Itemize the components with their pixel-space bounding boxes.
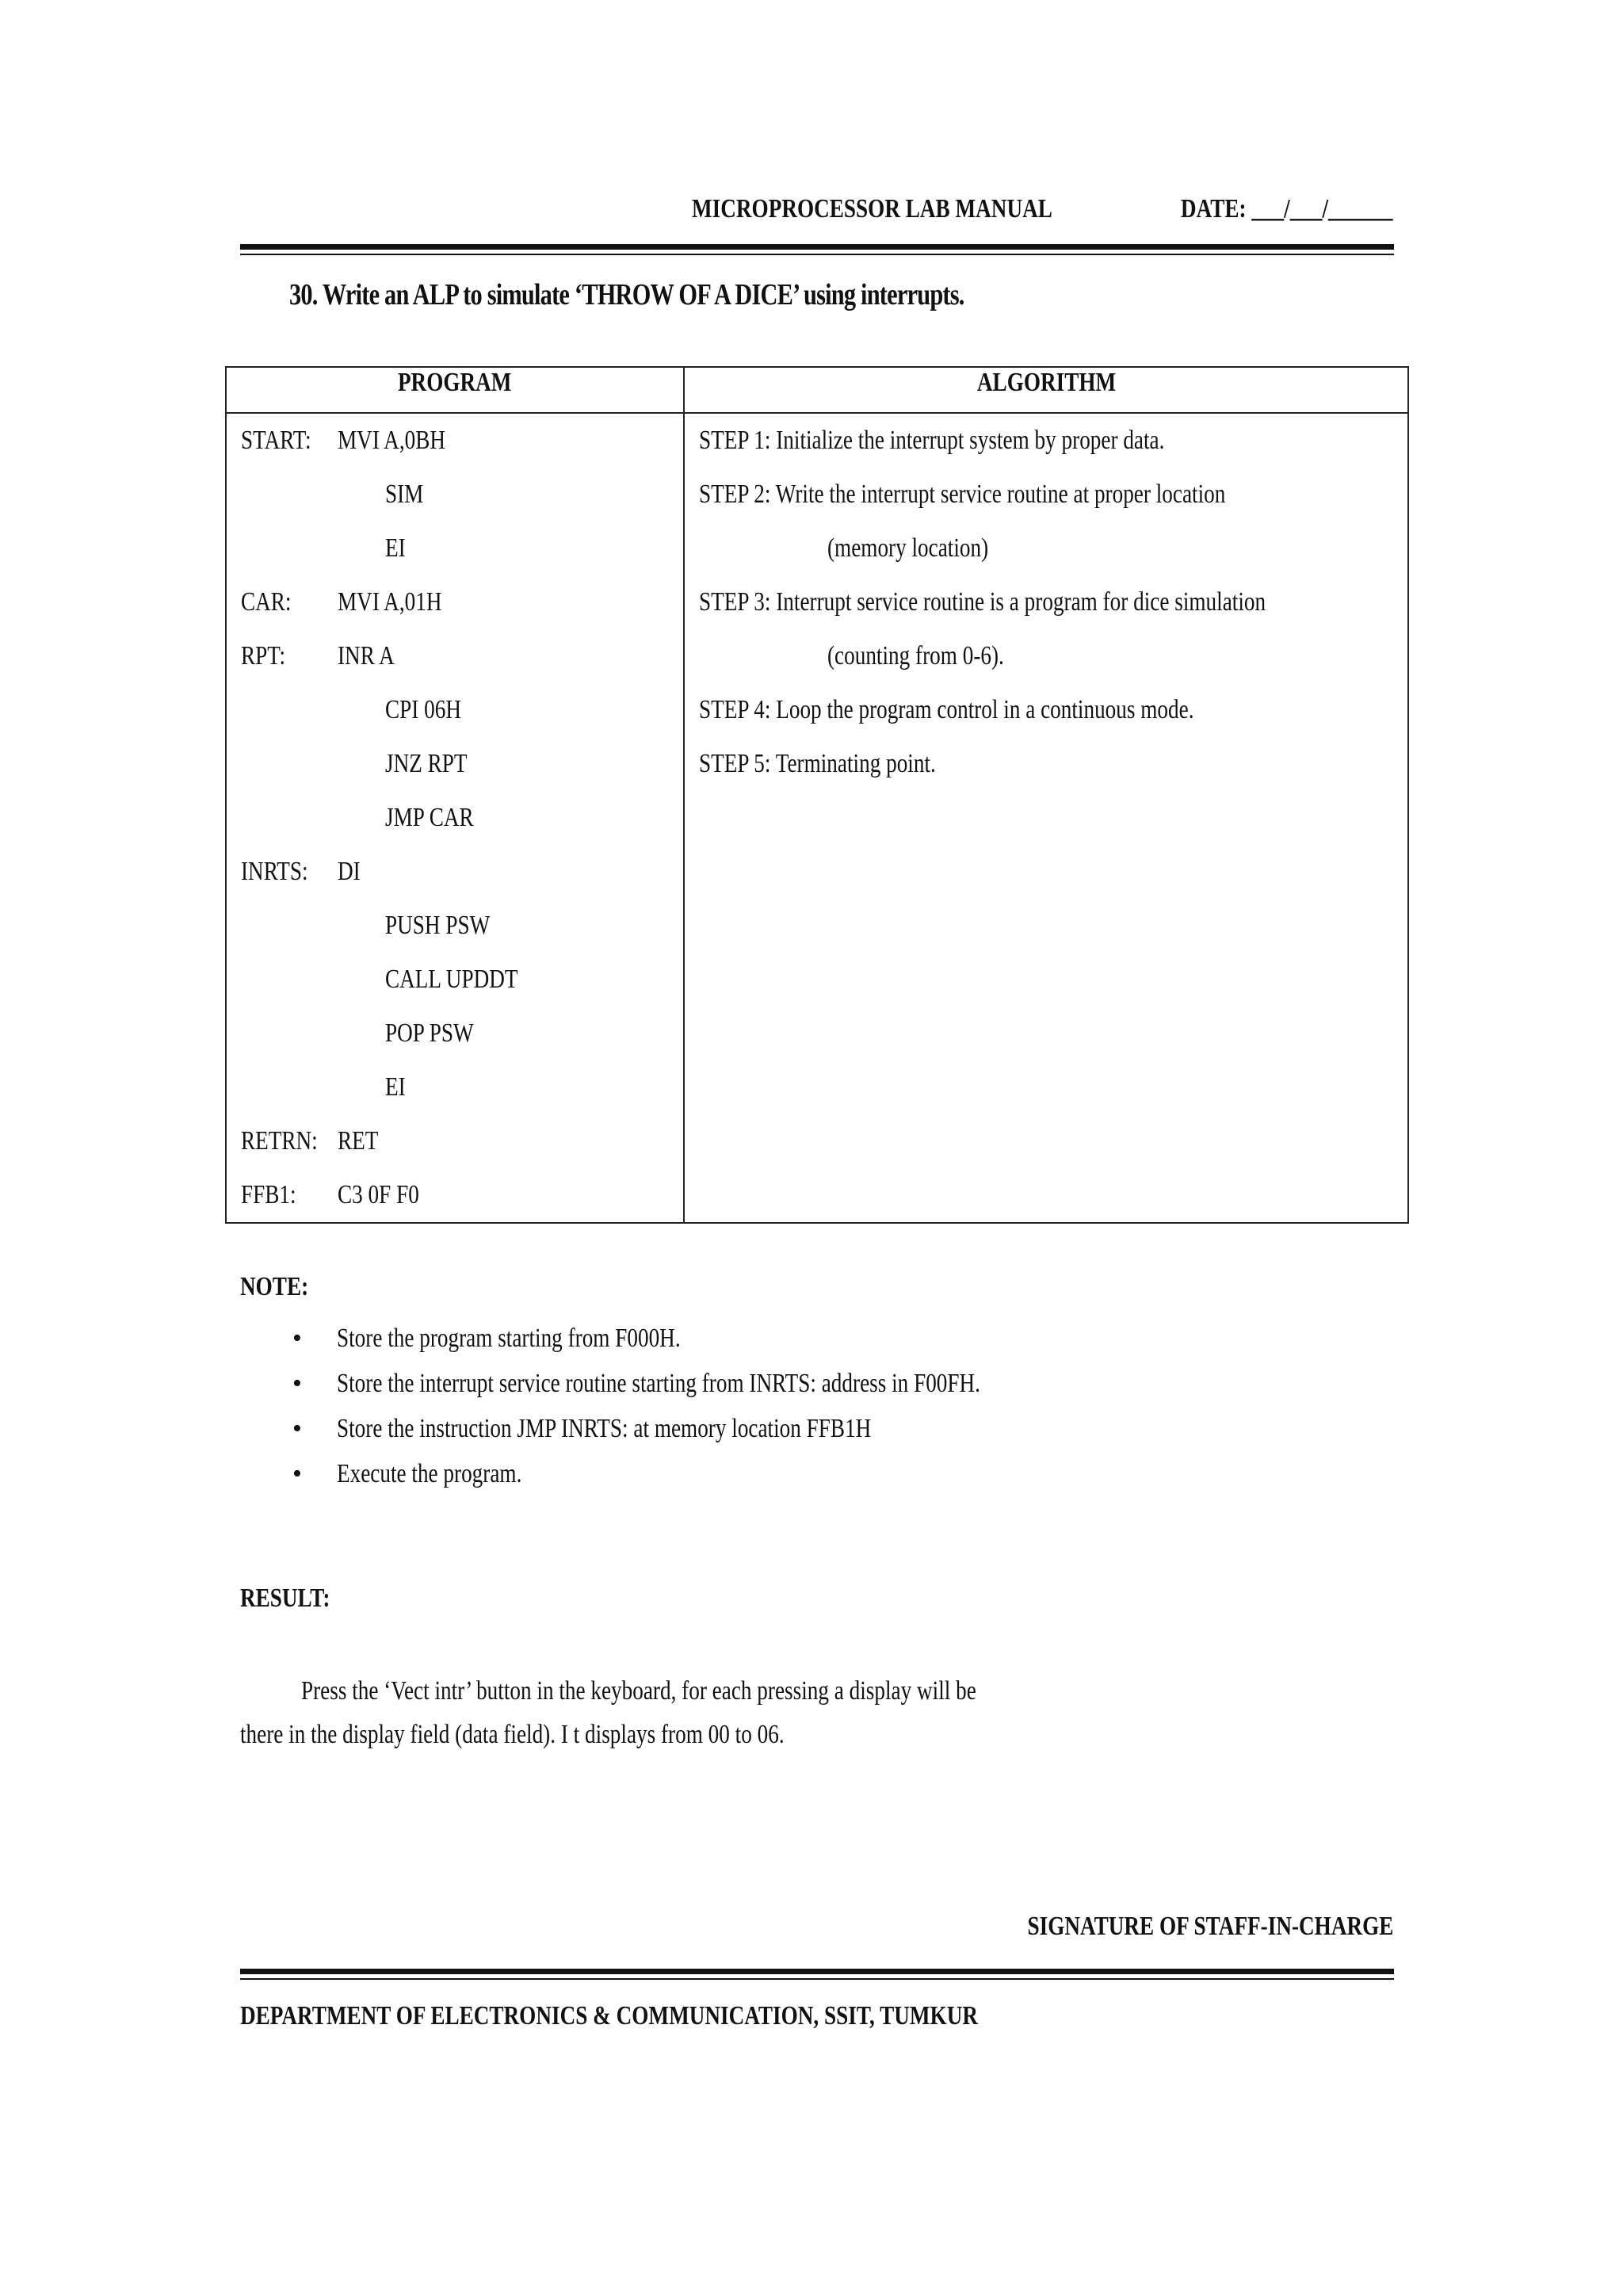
program-line	[227, 575, 683, 629]
result-text-line-1	[301, 1676, 1145, 1706]
header-rule-thin	[240, 254, 1394, 255]
program-instruction: EI	[385, 1072, 406, 1102]
program-instruction: SIM	[385, 479, 424, 509]
note-item	[240, 1316, 1141, 1361]
program-label: CAR:	[241, 587, 292, 617]
header-title-text: MICROPROCESSOR LAB MANUAL	[692, 194, 1052, 223]
algorithm-step	[685, 575, 1407, 629]
program-line	[227, 1168, 683, 1222]
header-date-text: DATE: ___/___/______	[1181, 194, 1393, 223]
program-column-header	[226, 367, 684, 413]
program-line	[227, 737, 683, 791]
result-line-1-text: Press the ‘Vect intr’ button in the keyboard, for each pressing a display will be	[301, 1676, 976, 1706]
program-label: START:	[241, 426, 311, 455]
program-instruction: MVI A,01H	[338, 587, 442, 617]
program-line	[227, 1114, 683, 1168]
note-item-text: Execute the program.	[337, 1459, 522, 1488]
program-line	[227, 899, 683, 953]
program-instruction: EI	[385, 533, 406, 563]
program-instruction: INR A	[338, 641, 395, 670]
algorithm-cell	[684, 413, 1408, 1223]
footer-rule-thick	[240, 1969, 1394, 1974]
program-cell	[226, 413, 684, 1223]
program-algorithm-table	[225, 366, 1409, 1224]
program-instruction: CALL UPDDT	[385, 965, 518, 994]
note-list	[240, 1316, 1141, 1496]
algorithm-step-text: STEP 3: Interrupt service routine is a program for dice simulation	[699, 587, 1266, 617]
program-line	[227, 468, 683, 521]
program-line	[227, 683, 683, 737]
note-item	[240, 1361, 1141, 1406]
experiment-title	[289, 277, 1132, 312]
program-instruction: POP PSW	[385, 1018, 474, 1048]
footer-department	[240, 2001, 1163, 2031]
program-line	[227, 414, 683, 468]
algorithm-step	[685, 468, 1407, 521]
program-line	[227, 953, 683, 1007]
program-instruction: PUSH PSW	[385, 911, 491, 940]
program-instruction: DI	[338, 857, 361, 886]
program-listing	[227, 414, 683, 1222]
algorithm-column-header	[684, 367, 1408, 413]
program-instruction: C3 0F F0	[338, 1180, 419, 1209]
result-line-2-text: there in the display field (data field). I t displays from 00 to 06.	[240, 1720, 785, 1749]
program-instruction: JMP CAR	[385, 803, 474, 832]
program-label: INRTS:	[241, 857, 308, 886]
bullet-icon: •	[292, 1414, 302, 1443]
result-heading-text: RESULT:	[240, 1584, 330, 1613]
note-item	[240, 1451, 1141, 1496]
algorithm-step	[685, 683, 1407, 737]
program-line	[227, 1060, 683, 1114]
note-item-text: Store the program starting from F000H.	[337, 1324, 681, 1353]
program-instruction: JNZ RPT	[385, 749, 468, 778]
algorithm-step	[685, 521, 1407, 575]
algorithm-step	[685, 629, 1407, 683]
page-header-date	[1128, 194, 1393, 224]
program-line	[227, 1007, 683, 1060]
program-line	[227, 521, 683, 575]
page-header-title	[692, 194, 1143, 224]
program-line	[227, 845, 683, 899]
result-text-line-2	[240, 1720, 920, 1750]
signature-label	[936, 1912, 1393, 1942]
note-item	[240, 1406, 1141, 1451]
algorithm-step	[685, 414, 1407, 468]
table-header-row	[226, 367, 1408, 413]
bullet-icon: •	[292, 1459, 302, 1488]
algorithm-step-text: STEP 1: Initialize the interrupt system by proper data.	[699, 426, 1165, 455]
program-label: FFB1:	[241, 1180, 296, 1209]
algorithm-steps	[685, 414, 1407, 791]
algorithm-step-text: STEP 5: Terminating point.	[699, 749, 936, 778]
note-item-text: Store the interrupt service routine starting from INRTS: address in F00FH.	[337, 1369, 980, 1398]
table-body-row	[226, 413, 1408, 1223]
algorithm-step-text: STEP 2: Write the interrupt service routine at proper location	[699, 479, 1226, 509]
program-instruction: RET	[338, 1126, 379, 1156]
footer-text: DEPARTMENT OF ELECTRONICS & COMMUNICATION, SSIT, TUMKUR	[240, 2001, 978, 2030]
algorithm-step	[685, 737, 1407, 791]
note-item-text: Store the instruction JMP INRTS: at memory location FFB1H	[337, 1414, 872, 1443]
note-heading-text: NOTE:	[240, 1272, 309, 1301]
program-line	[227, 791, 683, 845]
program-instruction: CPI 06H	[385, 695, 461, 724]
program-instruction: MVI A,0BH	[338, 426, 446, 455]
program-header-text: PROGRAM	[398, 368, 512, 397]
signature-text: SIGNATURE OF STAFF-IN-CHARGE	[1027, 1912, 1393, 1941]
experiment-title-text: 30. Write an ALP to simulate ‘THROW OF A DICE’ using interrupts.	[289, 278, 964, 311]
program-label: RPT:	[241, 641, 286, 670]
footer-rule-thin	[240, 1978, 1394, 1980]
result-heading	[240, 1584, 353, 1614]
note-heading	[240, 1272, 326, 1302]
bullet-icon: •	[292, 1369, 302, 1398]
algorithm-step-text: (counting from 0-6).	[827, 641, 1004, 670]
bullet-icon: •	[292, 1324, 302, 1353]
algorithm-step-text: (memory location)	[827, 533, 989, 563]
algorithm-step-text: STEP 4: Loop the program control in a continuous mode.	[699, 695, 1194, 724]
header-rule-thick	[240, 244, 1394, 250]
program-line	[227, 629, 683, 683]
algorithm-header-text: ALGORITHM	[976, 368, 1116, 397]
program-label: RETRN:	[241, 1126, 318, 1156]
